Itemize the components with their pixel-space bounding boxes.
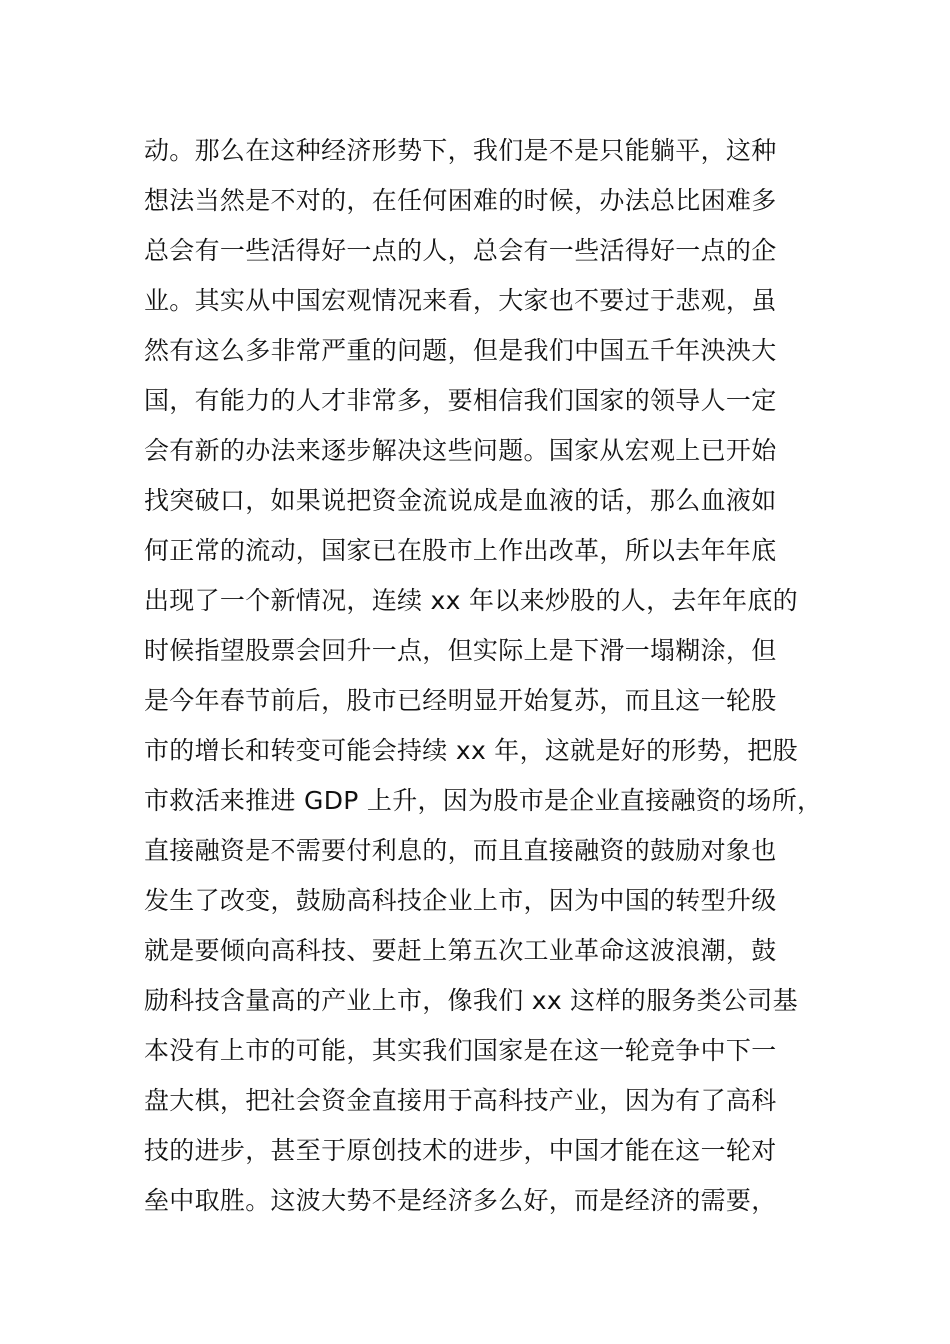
text-line: 何正常的流动，国家已在股市上作出改革，所以去年年底 xyxy=(144,536,777,565)
text-line: 会有新的办法来逐步解决这些问题。国家从宏观上已开始 xyxy=(144,436,777,465)
text-line: 时候指望股票会回升一点，但实际上是下滑一塌糊涂，但 xyxy=(144,636,777,665)
text-line: 励科技含量高的产业上市，像我们 xx 这样的服务类公司基 xyxy=(144,986,798,1015)
text-line: 国，有能力的人才非常多，要相信我们国家的领导人一定 xyxy=(144,386,777,415)
text-line: 想法当然是不对的，在任何困难的时候，办法总比困难多 xyxy=(144,186,777,215)
text-line: 出现了一个新情况，连续 xx 年以来炒股的人，去年年底的 xyxy=(144,586,798,615)
text-line: 直接融资是不需要付利息的，而且直接融资的鼓励对象也 xyxy=(144,836,777,865)
text-line: 本没有上市的可能，其实我们国家是在这一轮竞争中下一 xyxy=(144,1036,777,1065)
text-line: 动。那么在这种经济形势下，我们是不是只能躺平，这种 xyxy=(144,136,777,165)
text-line: 然有这么多非常严重的问题，但是我们中国五千年泱泱大 xyxy=(144,336,777,365)
text-line: 技的进步，甚至于原创技术的进步，中国才能在这一轮对 xyxy=(144,1136,777,1165)
text-line: 市救活来推进 GDP 上升，因为股市是企业直接融资的场所， xyxy=(144,786,823,815)
text-line: 发生了改变，鼓励高科技企业上市，因为中国的转型升级 xyxy=(144,886,777,915)
text-line: 盘大棋，把社会资金直接用于高科技产业，因为有了高科 xyxy=(144,1086,777,1115)
text-line: 是今年春节前后，股市已经明显开始复苏，而且这一轮股 xyxy=(144,686,777,715)
text-line: 市的增长和转变可能会持续 xx 年，这就是好的形势，把股 xyxy=(144,736,798,765)
text-line: 总会有一些活得好一点的人，总会有一些活得好一点的企 xyxy=(144,236,777,265)
text-line: 垒中取胜。这波大势不是经济多么好，而是经济的需要， xyxy=(144,1186,777,1215)
text-line: 找突破口，如果说把资金流说成是血液的话，那么血液如 xyxy=(144,486,777,515)
body-paragraph xyxy=(144,126,844,1226)
text-line: 业。其实从中国宏观情况来看，大家也不要过于悲观，虽 xyxy=(144,286,777,315)
text-line: 就是要倾向高科技、要赶上第五次工业革命这波浪潮，鼓 xyxy=(144,936,777,965)
